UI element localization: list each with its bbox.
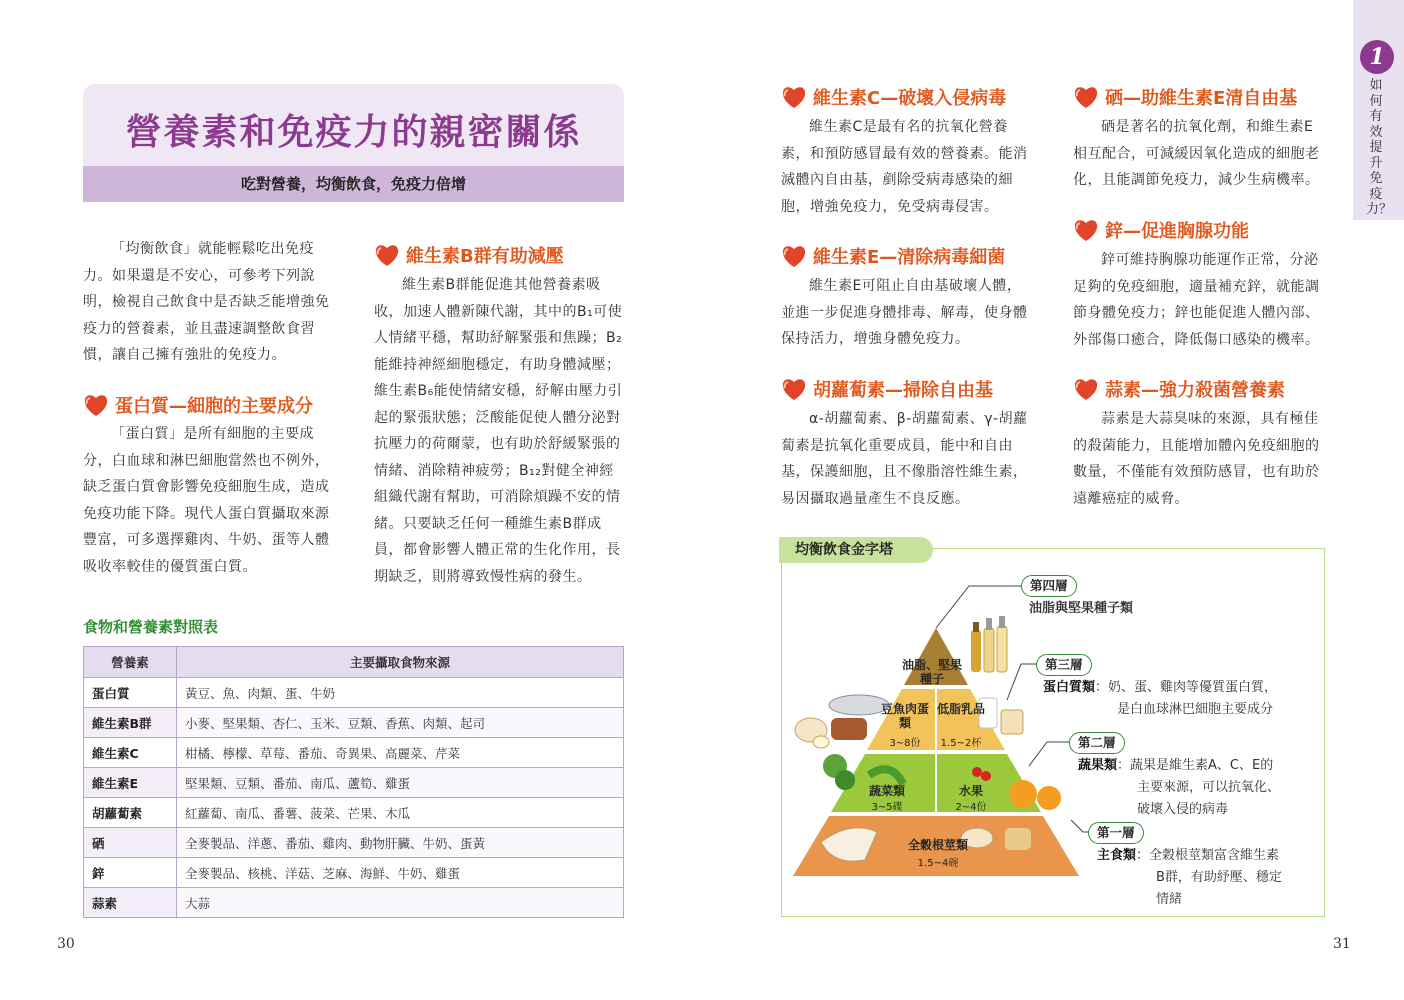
table-row (84, 738, 624, 768)
title-box (83, 84, 624, 202)
table-cell-nutrient: 蒜素 (84, 888, 177, 918)
selenium-paragraph: 硒是著名的抗氧化劑，和維生素E相互配合，可減緩因氧化造成的細胞老化，且能調節免疫力，減少生病機率。 (1073, 119, 1320, 188)
zinc-heading: 鋅—促進胸腺功能 (1073, 217, 1249, 243)
tier2-desc: 蔬果類：蔬果是維生素A、C、E的 主要來源，可以抗氧化、 破壞入侵的病毒 (1078, 758, 1281, 817)
tier2-left-label: 蔬菜類 (868, 784, 905, 798)
table-cell-sources: 柑橘、檸檬、草莓、番茄、奇異果、高麗菜、芹菜 (177, 738, 624, 768)
table-row (84, 708, 624, 738)
nutrient-table (83, 646, 624, 918)
table-header-sources: 主要攝取食物來源 (177, 647, 624, 678)
subtitle-bar (83, 166, 624, 202)
table-cell-nutrient: 蛋白質 (84, 678, 177, 708)
heart-icon (781, 244, 807, 268)
tier1-desc: 主食類：全穀根莖類富含維生素 B群，有助紓壓、穩定 情緒 (1097, 848, 1282, 907)
tier3-tag: 第三層 (1036, 654, 1092, 676)
tier3-left-amount: 3~8份 (889, 738, 921, 749)
allicin-paragraph: 蒜素是大蒜臭味的來源，具有極佳的殺菌能力，且能增加體內免疫細胞的數量，不僅能有效預防感冒，也有助於遠離癌症的威脅。 (1073, 411, 1320, 507)
tier3-right-amount: 1.5~2杯 (940, 738, 982, 749)
table-row (84, 828, 624, 858)
tier1-tag: 第一層 (1088, 822, 1144, 844)
table-header-row (84, 647, 624, 678)
heart-icon (1073, 85, 1099, 109)
tier3-desc: 蛋白質類：奶、蛋、雞肉等優質蛋白質， 是白血球淋巴細胞主要成分 (1043, 680, 1278, 717)
heart-icon (781, 377, 807, 401)
carotene-heading: 胡蘿蔔素—掃除自由基 (781, 376, 993, 402)
table-row (84, 798, 624, 828)
vitb-heading: 維生素B群有助減壓 (374, 242, 564, 268)
intro-paragraph: 「均衡飲食」就能輕鬆吃出免疫力。如果還是不安心，可參考下列說明，檢視自己飲食中是否缺乏能增強免疫力的營養素，並且盡速調整飲食習慣，讓自己擁有強壯的免疫力。 (83, 241, 330, 363)
table-cell-nutrient: 維生素B群 (84, 708, 177, 738)
tier1-label: 全穀根莖類 (907, 838, 968, 852)
table-title: 食物和營養素對照表 (83, 618, 219, 636)
table-cell-nutrient: 硒 (84, 828, 177, 858)
table-cell-sources: 紅蘿蔔、南瓜、番薯、菠菜、芒果、木瓜 (177, 798, 624, 828)
table-cell-sources: 小麥、堅果類、杏仁、玉米、豆類、香蕉、肉類、起司 (177, 708, 624, 738)
table-cell-nutrient: 維生素C (84, 738, 177, 768)
table-row (84, 678, 624, 708)
table-cell-nutrient: 維生素E (84, 768, 177, 798)
carotene-paragraph: α-胡蘿蔔素、β-胡蘿蔔素、γ-胡蘿蔔素是抗氧化重要成員，能中和自由基，保護細胞，且不像脂溶性維生素，易因攝取過量產生不良反應。 (781, 411, 1028, 507)
table-cell-sources: 黃豆、魚、肉類、蛋、牛奶 (177, 678, 624, 708)
table-cell-sources: 全麥製品、洋蔥、番茄、雞肉、動物肝臟、牛奶、蛋黃 (177, 828, 624, 858)
page-title: 營養素和免疫力的親密關係 (125, 112, 582, 153)
heart-icon (374, 243, 400, 267)
tier2-right-label: 水果 (958, 784, 983, 798)
vitc-paragraph: 維生素C是最有名的抗氧化營養素，和預防感冒最有效的營養素。能消滅體內自由基，剷除受病毒感染的細胞，增強免疫力，免受病毒侵害。 (781, 119, 1028, 215)
table-row (84, 858, 624, 888)
chapter-title: 如何有效提升免疫力？ (1366, 78, 1393, 217)
table-cell-nutrient: 鋅 (84, 858, 177, 888)
tier3-right-label: 低脂乳品 (936, 702, 985, 716)
vite-paragraph: 維生素E可阻止自由基破壞人體，並進一步促進身體排毒、解毒，使身體保持活力，增強身體免疫力。 (781, 278, 1028, 347)
pyramid-title: 均衡飲食金字塔 (779, 537, 933, 563)
heart-icon (781, 85, 807, 109)
vite-heading: 維生素E—清除病毒細菌 (781, 243, 1005, 269)
table-row (84, 888, 624, 918)
tier4-desc: 油脂與堅果種子類 (1029, 601, 1134, 616)
table-cell-sources: 全麥製品、核桃、洋菇、芝麻、海鮮、牛奶、雞蛋 (177, 858, 624, 888)
chapter-number: 1 (1360, 40, 1394, 74)
zinc-paragraph: 鋅可維持胸腺功能運作正常，分泌足夠的免疫細胞，適量補充鋅，就能調節身體免疫力；鋅也能促進人體內部、外部傷口癒合，降低傷口感染的機率。 (1073, 252, 1320, 348)
table-header-nutrient: 營養素 (84, 647, 177, 678)
page-number-left: 30 (57, 936, 75, 952)
tier1-amount: 1.5~4碗 (917, 858, 959, 869)
vitc-heading: 維生素C—破壞入侵病毒 (781, 84, 1006, 110)
table-cell-sources: 大蒜 (177, 888, 624, 918)
heart-icon (83, 393, 109, 417)
table-row (84, 768, 624, 798)
tier2-left-amount: 3~5碟 (871, 802, 903, 813)
page-number-right: 31 (1333, 936, 1351, 952)
tier4-label: 油脂、堅果種子 (901, 658, 962, 686)
table-cell-sources: 堅果類、豆類、番茄、南瓜、蘆筍、雞蛋 (177, 768, 624, 798)
oil-bottles-icon (971, 616, 1007, 672)
heart-icon (1073, 218, 1099, 242)
protein-heading: 蛋白質—細胞的主要成分 (83, 392, 313, 418)
allicin-heading: 蒜素—強力殺菌營養素 (1073, 376, 1285, 402)
tier2-tag: 第二層 (1069, 732, 1125, 754)
table-cell-nutrient: 胡蘿蔔素 (84, 798, 177, 828)
vitb-paragraph: 維生素B群能促進其他營養素吸收，加速人體新陳代謝，其中的B₁可使人情緒平穩，幫助紓解緊張和焦躁；B₂能維持神經細胞穩定，有助身體減壓；維生素B₆能使情緒安穩，紓解由壓力引起的緊張狀態；泛酸能促使人體分泌對抗壓力的荷爾蒙，也有助於舒緩緊張的情緒、消除精神疲勞；B₁₂對健全神經組織代謝有幫助，可消除煩躁不安的情緒。只要缺乏任何一種維生素B群成員，都會影響人體正常的生化作用，長期缺乏，則將導致慢性病的發生。 (374, 277, 623, 585)
page-subtitle: 吃對營養，均衡飲食，免疫力倍增 (240, 175, 466, 193)
tier3-left-label: 豆魚肉蛋類 (880, 702, 929, 730)
tier4-tag: 第四層 (1021, 575, 1077, 597)
nutrient-table-wrap (83, 646, 624, 918)
tier2-right-amount: 2~4份 (955, 802, 987, 813)
protein-paragraph: 「蛋白質」是所有細胞的主要成分，白血球和淋巴細胞當然也不例外，缺乏蛋白質會影響免疫細胞生成，造成免疫功能下降。現代人蛋白質攝取來源豐富，可多選擇雞肉、牛奶、蛋等人體吸收率較佳的優質蛋白質。 (83, 426, 330, 575)
selenium-heading: 硒—助維生素E清自由基 (1073, 84, 1297, 110)
chapter-side-tab[interactable] (1353, 0, 1404, 220)
heart-icon (1073, 377, 1099, 401)
